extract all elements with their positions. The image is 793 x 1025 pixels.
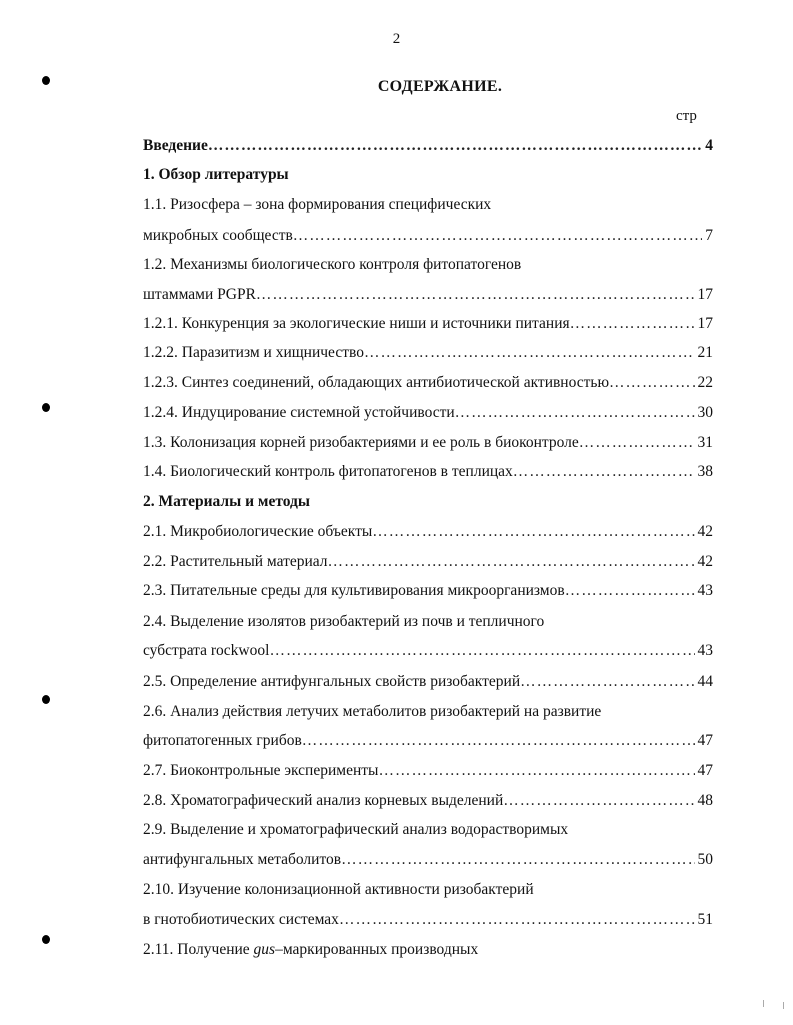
toc-entry: 2.9. Выделение и хроматографический анализ водорастворимых (143, 821, 569, 838)
toc-entry: 1.2.3. Синтез соединений, обладающих антибиотической активностью ………………………………………………………………………………………………………………………………………………… 22 (143, 374, 713, 396)
page-number: 2 (392, 31, 401, 47)
toc-entry: 2.2. Растительный материал ………………………………………………………………………………………………………………………………………………… 42 (143, 553, 713, 575)
toc-entry: антифунгальных метаболитов ………………………………………………………………………………………………………………………………………………… 50 (143, 851, 713, 873)
toc-entry: 1.4. Биологический контроль фитопатогенов в теплицах ………………………………………………………………………………………………………………………………………………… 38 (143, 463, 713, 485)
toc-entry: 1.2.2. Паразитизм и хищничество ………………………………………………………………………………………………………………………………………………… 21 (143, 344, 713, 366)
toc-entry: микробных сообществ ………………………………………………………………………………………………………………………………………………… 7 (143, 227, 713, 249)
toc-entry: 2.5. Определение антифунгальных свойств ризобактерий ………………………………………………………………………………………………………………………………………………… 44 (143, 673, 713, 695)
toc-entry: фитопатогенных грибов ………………………………………………………………………………………………………………………………………………… 47 (143, 732, 713, 754)
toc-entry: штаммами PGPR ………………………………………………………………………………………………………………………………………………… 17 (143, 286, 713, 308)
toc-section-heading: 2. Материалы и методы (143, 493, 310, 510)
punch-hole-mark (42, 695, 50, 704)
toc-entry: 2.6. Анализ действия летучих метаболитов ризобактерий на развитие (143, 703, 602, 720)
punch-hole-mark (42, 403, 50, 412)
scan-artifact (763, 1000, 764, 1007)
toc-entry: 2.7. Биоконтрольные эксперименты ………………………………………………………………………………………………………………………………………………… 47 (143, 762, 713, 784)
toc-section-heading: 1. Обзор литературы (143, 166, 289, 183)
toc-entry: 2.4. Выделение изолятов ризобактерий из почв и тепличного (143, 613, 545, 630)
toc-entry: 2.8. Хроматографический анализ корневых выделений ………………………………………………………………………………………………………………………………………………… 48 (143, 792, 713, 814)
toc-entry: 2.11. Получение gus–маркированных производных (143, 941, 479, 958)
toc-entry: 1.2.1. Конкуренция за экологические ниши и источники питания ………………………………………………………………………………………………………………………………………………… 17 (143, 315, 713, 337)
toc-entry: Введение ………………………………………………………………………………………………………………………………………………… 4 (143, 137, 713, 159)
toc-entry: 1.1. Ризосфера – зона формирования специфических (143, 196, 492, 213)
scan-artifact (783, 1002, 784, 1009)
toc-entry: в гнотобиотических системах ………………………………………………………………………………………………………………………………………………… 51 (143, 911, 713, 933)
toc-entry: 1.2.4. Индуцирование системной устойчивости ………………………………………………………………………………………………………………………………………………… 30 (143, 404, 713, 426)
toc-entry: 2.1. Микробиологические объекты ………………………………………………………………………………………………………………………………………………… 42 (143, 523, 713, 545)
punch-hole-mark (42, 935, 50, 944)
toc-entry: 2.3. Питательные среды для культивирования микроорганизмов ………………………………………………………………………………………………………………………………………………… 43 (143, 582, 713, 604)
toc-entry: субстрата rockwool ………………………………………………………………………………………………………………………………………………… 43 (143, 642, 713, 664)
page-title: СОДЕРЖАНИЕ. (377, 78, 503, 95)
toc-entry: 1.3. Колонизация корней ризобактериями и ее роль в биоконтроле ………………………………………………………………………………………………………………………………………………… 31 (143, 434, 713, 456)
toc-entry: 2.10. Изучение колонизационной активности ризобактерий (143, 881, 534, 898)
page-column-label: стр (676, 108, 697, 124)
punch-hole-mark (42, 76, 50, 85)
toc-entry: 1.2. Механизмы биологического контроля фитопатогенов (143, 256, 522, 273)
